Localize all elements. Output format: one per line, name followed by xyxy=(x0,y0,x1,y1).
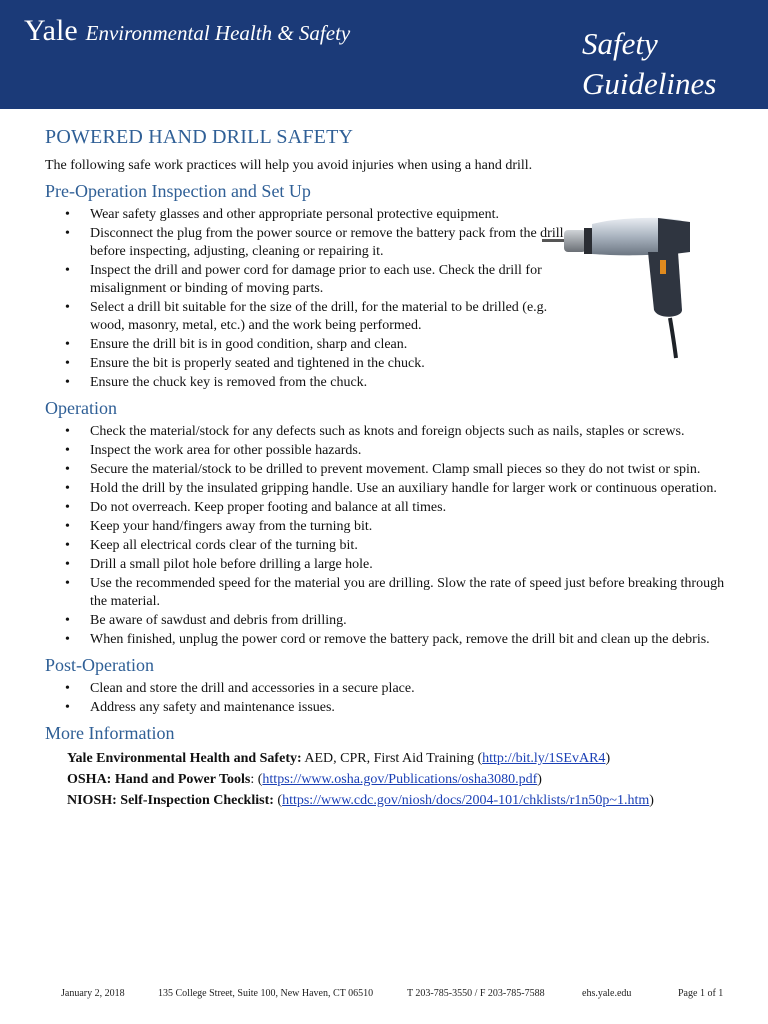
pre-operation-list xyxy=(45,206,735,392)
department-name: Environmental Health & Safety xyxy=(85,21,351,45)
bullet-dot-icon: • xyxy=(65,375,70,390)
list-item xyxy=(45,336,580,354)
more-info-item xyxy=(67,790,735,811)
footer-web: ehs.yale.edu xyxy=(582,988,632,999)
bullet-dot-icon: • xyxy=(65,424,70,439)
more-info-close: ) xyxy=(605,751,611,766)
list-item xyxy=(45,225,580,261)
more-info-link[interactable]: https://www.cdc.gov/niosh/docs/2004-101/chklists/r1n50p~1.htm xyxy=(282,793,650,808)
badge-line-1: Safety xyxy=(582,26,658,61)
brand-logo xyxy=(24,14,350,48)
footer-address: 135 College Street, Suite 100, New Haven, CT 06510 xyxy=(158,988,374,999)
list-item xyxy=(45,612,735,630)
bullet-dot-icon: • xyxy=(65,557,70,572)
more-info-close: ) xyxy=(537,772,542,787)
list-item xyxy=(45,680,735,698)
more-info-link[interactable]: http://bit.ly/1SEvAR4 xyxy=(482,751,606,766)
bullet-dot-icon: • xyxy=(65,300,70,315)
more-info-text: ( xyxy=(273,793,283,808)
list-item xyxy=(45,299,580,335)
list-item-text: Do not overreach. Keep proper footing and balance at all times. xyxy=(90,500,447,515)
list-item xyxy=(45,206,580,224)
list-item-text: Keep all electrical cords clear of the turning bit. xyxy=(90,538,358,553)
section-heading-pre-operation: Pre-Operation Inspection and Set Up xyxy=(45,181,311,201)
page-title: POWERED HAND DRILL SAFETY xyxy=(45,126,354,148)
list-item-text: Inspect the drill and power cord for damage prior to each use. Check the drill for misalignment or binding of moving parts. xyxy=(90,263,542,296)
more-info-text: AED, CPR, First Aid Training ( xyxy=(301,751,483,766)
operation-list xyxy=(45,423,735,649)
more-info-item xyxy=(67,748,735,769)
list-item-text: When finished, unplug the power cord or remove the battery pack, remove the drill bit and clean up the debris. xyxy=(90,632,710,647)
more-info-close: ) xyxy=(649,793,654,808)
list-item xyxy=(45,556,735,574)
list-item-text: Ensure the drill bit is in good condition, sharp and clean. xyxy=(90,337,408,352)
document-badge xyxy=(582,24,716,104)
more-info-item xyxy=(67,769,735,790)
list-item xyxy=(45,518,735,536)
bullet-dot-icon: • xyxy=(65,613,70,628)
bullet-dot-icon: • xyxy=(65,519,70,534)
list-item xyxy=(45,461,735,479)
bullet-dot-icon: • xyxy=(65,337,70,352)
list-item-text: Drill a small pilot hole before drilling a large hole. xyxy=(90,557,373,572)
more-info-label: NIOSH: Self-Inspection Checklist: xyxy=(67,793,274,808)
brand-name: Yale xyxy=(24,14,78,47)
bullet-dot-icon: • xyxy=(65,681,70,696)
bullet-dot-icon: • xyxy=(65,700,70,715)
list-item xyxy=(45,575,735,611)
intro-text: The following safe work practices will help you avoid injuries when using a hand drill. xyxy=(45,158,533,173)
list-item-text: Wear safety glasses and other appropriate personal protective equipment. xyxy=(90,207,499,222)
list-item xyxy=(45,355,580,373)
list-item xyxy=(45,262,580,298)
list-item xyxy=(45,442,735,460)
list-item xyxy=(45,374,580,392)
list-item xyxy=(45,499,735,517)
list-item-text: Address any safety and maintenance issues. xyxy=(90,700,335,715)
list-item-text: Disconnect the plug from the power source or remove the battery pack from the drill before inspecting, adjusting, cleaning or repairing it. xyxy=(90,226,564,259)
list-item xyxy=(45,423,735,441)
list-item-text: Select a drill bit suitable for the size of the drill, for the material to be drilled (e.g. wood, masonry, metal, etc.) and the work being performed. xyxy=(90,300,548,333)
list-item xyxy=(45,699,735,717)
bullet-dot-icon: • xyxy=(65,263,70,278)
list-item-text: Inspect the work area for other possible hazards. xyxy=(90,443,362,458)
list-item xyxy=(45,537,735,555)
footer-date: January 2, 2018 xyxy=(61,988,125,999)
bullet-dot-icon: • xyxy=(65,500,70,515)
document-body xyxy=(45,126,735,811)
bullet-dot-icon: • xyxy=(65,576,70,591)
section-heading-operation: Operation xyxy=(45,398,117,418)
bullet-dot-icon: • xyxy=(65,632,70,647)
more-info-label: OSHA: Hand and Power Tools xyxy=(67,772,251,787)
list-item-text: Be aware of sawdust and debris from drilling. xyxy=(90,613,347,628)
more-info-text: : ( xyxy=(250,772,263,787)
footer-page-number: Page 1 of 1 xyxy=(678,988,724,999)
header-banner xyxy=(0,0,768,109)
list-item-text: Use the recommended speed for the material you are drilling. Slow the rate of speed just before breaking through the material. xyxy=(90,576,725,609)
section-heading-post-operation: Post-Operation xyxy=(45,655,154,675)
section-heading-more-information: More Information xyxy=(45,723,175,743)
bullet-dot-icon: • xyxy=(65,356,70,371)
post-operation-list xyxy=(45,680,735,717)
list-item-text: Secure the material/stock to be drilled to prevent movement. Clamp small pieces so they do not twist or spin. xyxy=(90,462,701,477)
bullet-dot-icon: • xyxy=(65,207,70,222)
more-info-label: Yale Environmental Health and Safety: xyxy=(67,751,302,766)
list-item-text: Keep your hand/fingers away from the turning bit. xyxy=(90,519,373,534)
list-item xyxy=(45,480,735,498)
list-item-text: Ensure the bit is properly seated and tightened in the chuck. xyxy=(90,356,425,371)
more-info-link[interactable]: https://www.osha.gov/Publications/osha3080.pdf xyxy=(262,772,538,787)
list-item-text: Hold the drill by the insulated gripping handle. Use an auxiliary handle for larger work or continuous operation. xyxy=(90,481,717,496)
bullet-dot-icon: • xyxy=(65,462,70,477)
list-item xyxy=(45,631,735,649)
badge-line-2: Guidelines xyxy=(582,66,717,101)
bullet-dot-icon: • xyxy=(65,443,70,458)
list-item-text: Clean and store the drill and accessories in a secure place. xyxy=(90,681,415,696)
bullet-dot-icon: • xyxy=(65,538,70,553)
bullet-dot-icon: • xyxy=(65,226,70,241)
list-item-text: Ensure the chuck key is removed from the chuck. xyxy=(90,375,368,390)
footer-phone: T 203-785-3550 / F 203-785-7588 xyxy=(407,988,545,999)
bullet-dot-icon: • xyxy=(65,481,70,496)
more-information-list xyxy=(67,748,735,811)
list-item-text: Check the material/stock for any defects such as knots and foreign objects such as nails, staples or screws. xyxy=(90,424,685,439)
